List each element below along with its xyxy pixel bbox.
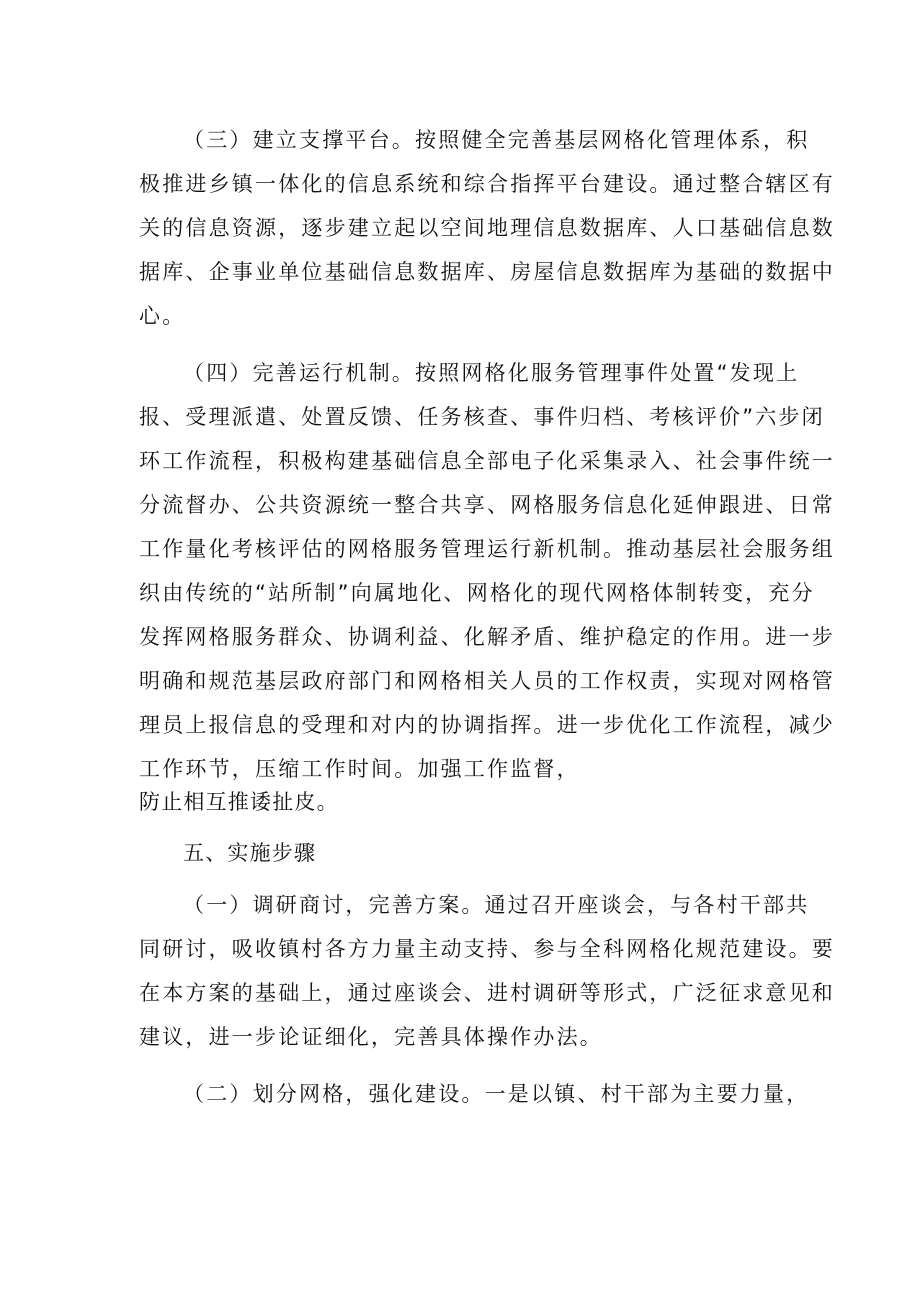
- paragraph-5-1-line-3: 在本方案的基础上，通过座谈会、进村调研等形式，广泛征求意见和: [139, 981, 835, 1005]
- paragraph-4-line-11: 防止相互推诿扯皮。: [139, 790, 339, 814]
- paragraph-4-line-8: 明确和规范基层政府部门和网格相关人员的工作权责，实现对网格管: [139, 669, 835, 693]
- paragraph-4-line-1: （四）完善运行机制。按照网格化服务管理事件处置“发现上: [183, 361, 800, 385]
- paragraph-3-line-2: 极推进乡镇一体化的信息系统和综合指挥平台建设。通过整合辖区有: [139, 172, 835, 196]
- section-heading: 五、实施步骤: [183, 841, 317, 865]
- paragraph-3-line-3: 关的信息资源，逐步建立起以空间地理信息数据库、人口基础信息数: [139, 216, 835, 240]
- paragraph-4-line-10: 工作环节，压缩工作时间。加强工作监督，: [139, 757, 580, 781]
- paragraph-3-line-4: 据库、企事业单位基础信息数据库、房屋信息数据库为基础的数据中: [139, 260, 835, 284]
- paragraph-3-line-1: （三）建立支撑平台。按照健全完善基层网格化管理体系，积: [183, 128, 810, 152]
- paragraph-5-2-line-1: （二）划分网格，强化建设。一是以镇、村干部为主要力量，: [183, 1082, 810, 1106]
- paragraph-5-1-line-4: 建议，进一步论证细化，完善具体操作办法。: [139, 1025, 603, 1049]
- paragraph-4-line-5: 工作量化考核评估的网格服务管理运行新机制。推动基层社会服务组: [139, 537, 835, 561]
- paragraph-4-line-3: 环工作流程，积极构建基础信息全部电子化采集录入、社会事件统一: [139, 449, 835, 473]
- paragraph-3-line-5: 心。: [139, 304, 186, 328]
- paragraph-4-line-9: 理员上报信息的受理和对内的协调指挥。进一步优化工作流程，减少: [139, 713, 835, 737]
- paragraph-4-line-7: 发挥网格服务群众、协调利益、化解矛盾、维护稳定的作用。进一步: [139, 625, 835, 649]
- paragraph-5-1-line-2: 同研讨，吸收镇村各方力量主动支持、参与全科网格化规范建设。要: [139, 937, 835, 961]
- paragraph-5-1-line-1: （一）调研商讨，完善方案。通过召开座谈会，与各村干部共: [183, 893, 810, 917]
- paragraph-4-line-4: 分流督办、公共资源统一整合共享、网格服务信息化延伸跟进、日常: [139, 493, 835, 517]
- paragraph-4-line-6: 织由传统的“站所制”向属地化、网格化的现代网格体制转变，充分: [139, 581, 815, 605]
- paragraph-4-line-2: 报、受理派遣、处置反馈、任务核查、事件归档、考核评价”六步闭: [139, 405, 825, 429]
